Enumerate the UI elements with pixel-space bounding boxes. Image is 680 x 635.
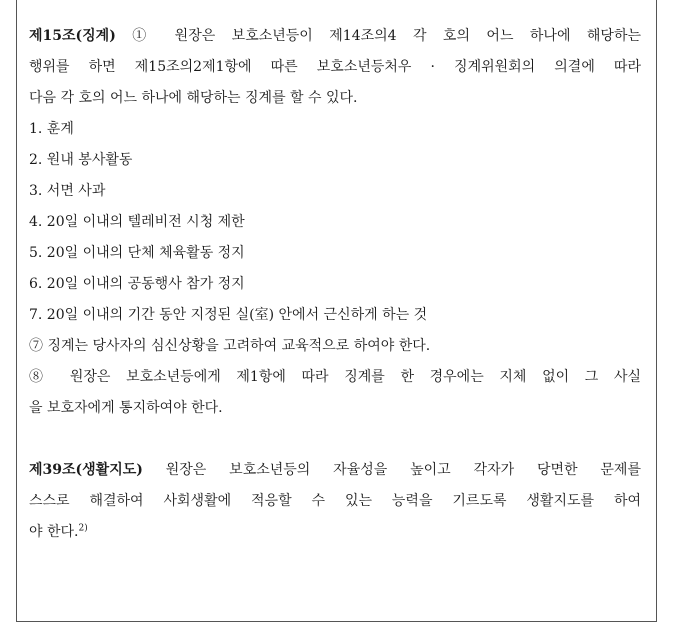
article-39-text-3: 야 한다. [29, 524, 79, 540]
list-item: 1. 훈계 [29, 121, 74, 137]
footnote-marker[interactable]: 2) [78, 523, 88, 534]
article-39-text-1: 원장은 보호소년등의 자율성을 높이고 각자가 당면한 문제를 [165, 462, 641, 478]
article-15-text-1: ① 원장은 보호소년등이 제14조의4 각 호의 어느 하나에 해당하는 [132, 28, 641, 44]
article-15-paragraph-7: ⑦ 징계는 당사자의 심신상황을 고려하여 교육적으로 하여야 한다. [29, 338, 431, 354]
list-item: 3. 서면 사과 [29, 183, 106, 199]
section-gap [29, 427, 641, 458]
article-15 [29, 24, 641, 427]
list-item: 4. 20일 이내의 텔레비전 시청 제한 [29, 214, 245, 230]
article-39-heading: 제39조(생활지도) [29, 462, 143, 478]
list-item: 6. 20일 이내의 공동행사 참가 정지 [29, 276, 245, 292]
article-15-heading: 제15조(징계) [29, 28, 116, 44]
article-15-paragraph-8-line-2: 을 보호자에게 통지하여야 한다. [29, 400, 223, 416]
article-39 [29, 458, 641, 551]
article-39-line-2: 스스로 해결하여 사회생활에 적응할 수 있는 능력을 기르도록 생활지도를 하여 [29, 493, 641, 509]
article-15-paragraph-8-line-1: ⑧ 원장은 보호소년등에게 제1항에 따라 징계를 한 경우에는 지체 없이 그 사실 [29, 369, 641, 385]
list-item: 5. 20일 이내의 단체 체육활동 정지 [29, 245, 245, 261]
article-15-line-3: 다음 각 호의 어느 하나에 해당하는 징계를 할 수 있다. [29, 90, 358, 106]
article-15-line-2: 행위를 하면 제15조의2제1항에 따른 보호소년등처우 · 징계위원회의 의결에 따라 [29, 59, 641, 75]
article-15-line-1 [29, 24, 641, 55]
article-39-line-1 [29, 458, 641, 489]
document-body [29, 24, 641, 551]
list-item: 7. 20일 이내의 기간 동안 지정된 실(室) 안에서 근신하게 하는 것 [29, 307, 428, 323]
article-39-line-3 [29, 520, 641, 551]
list-item: 2. 원내 봉사활동 [29, 152, 133, 168]
